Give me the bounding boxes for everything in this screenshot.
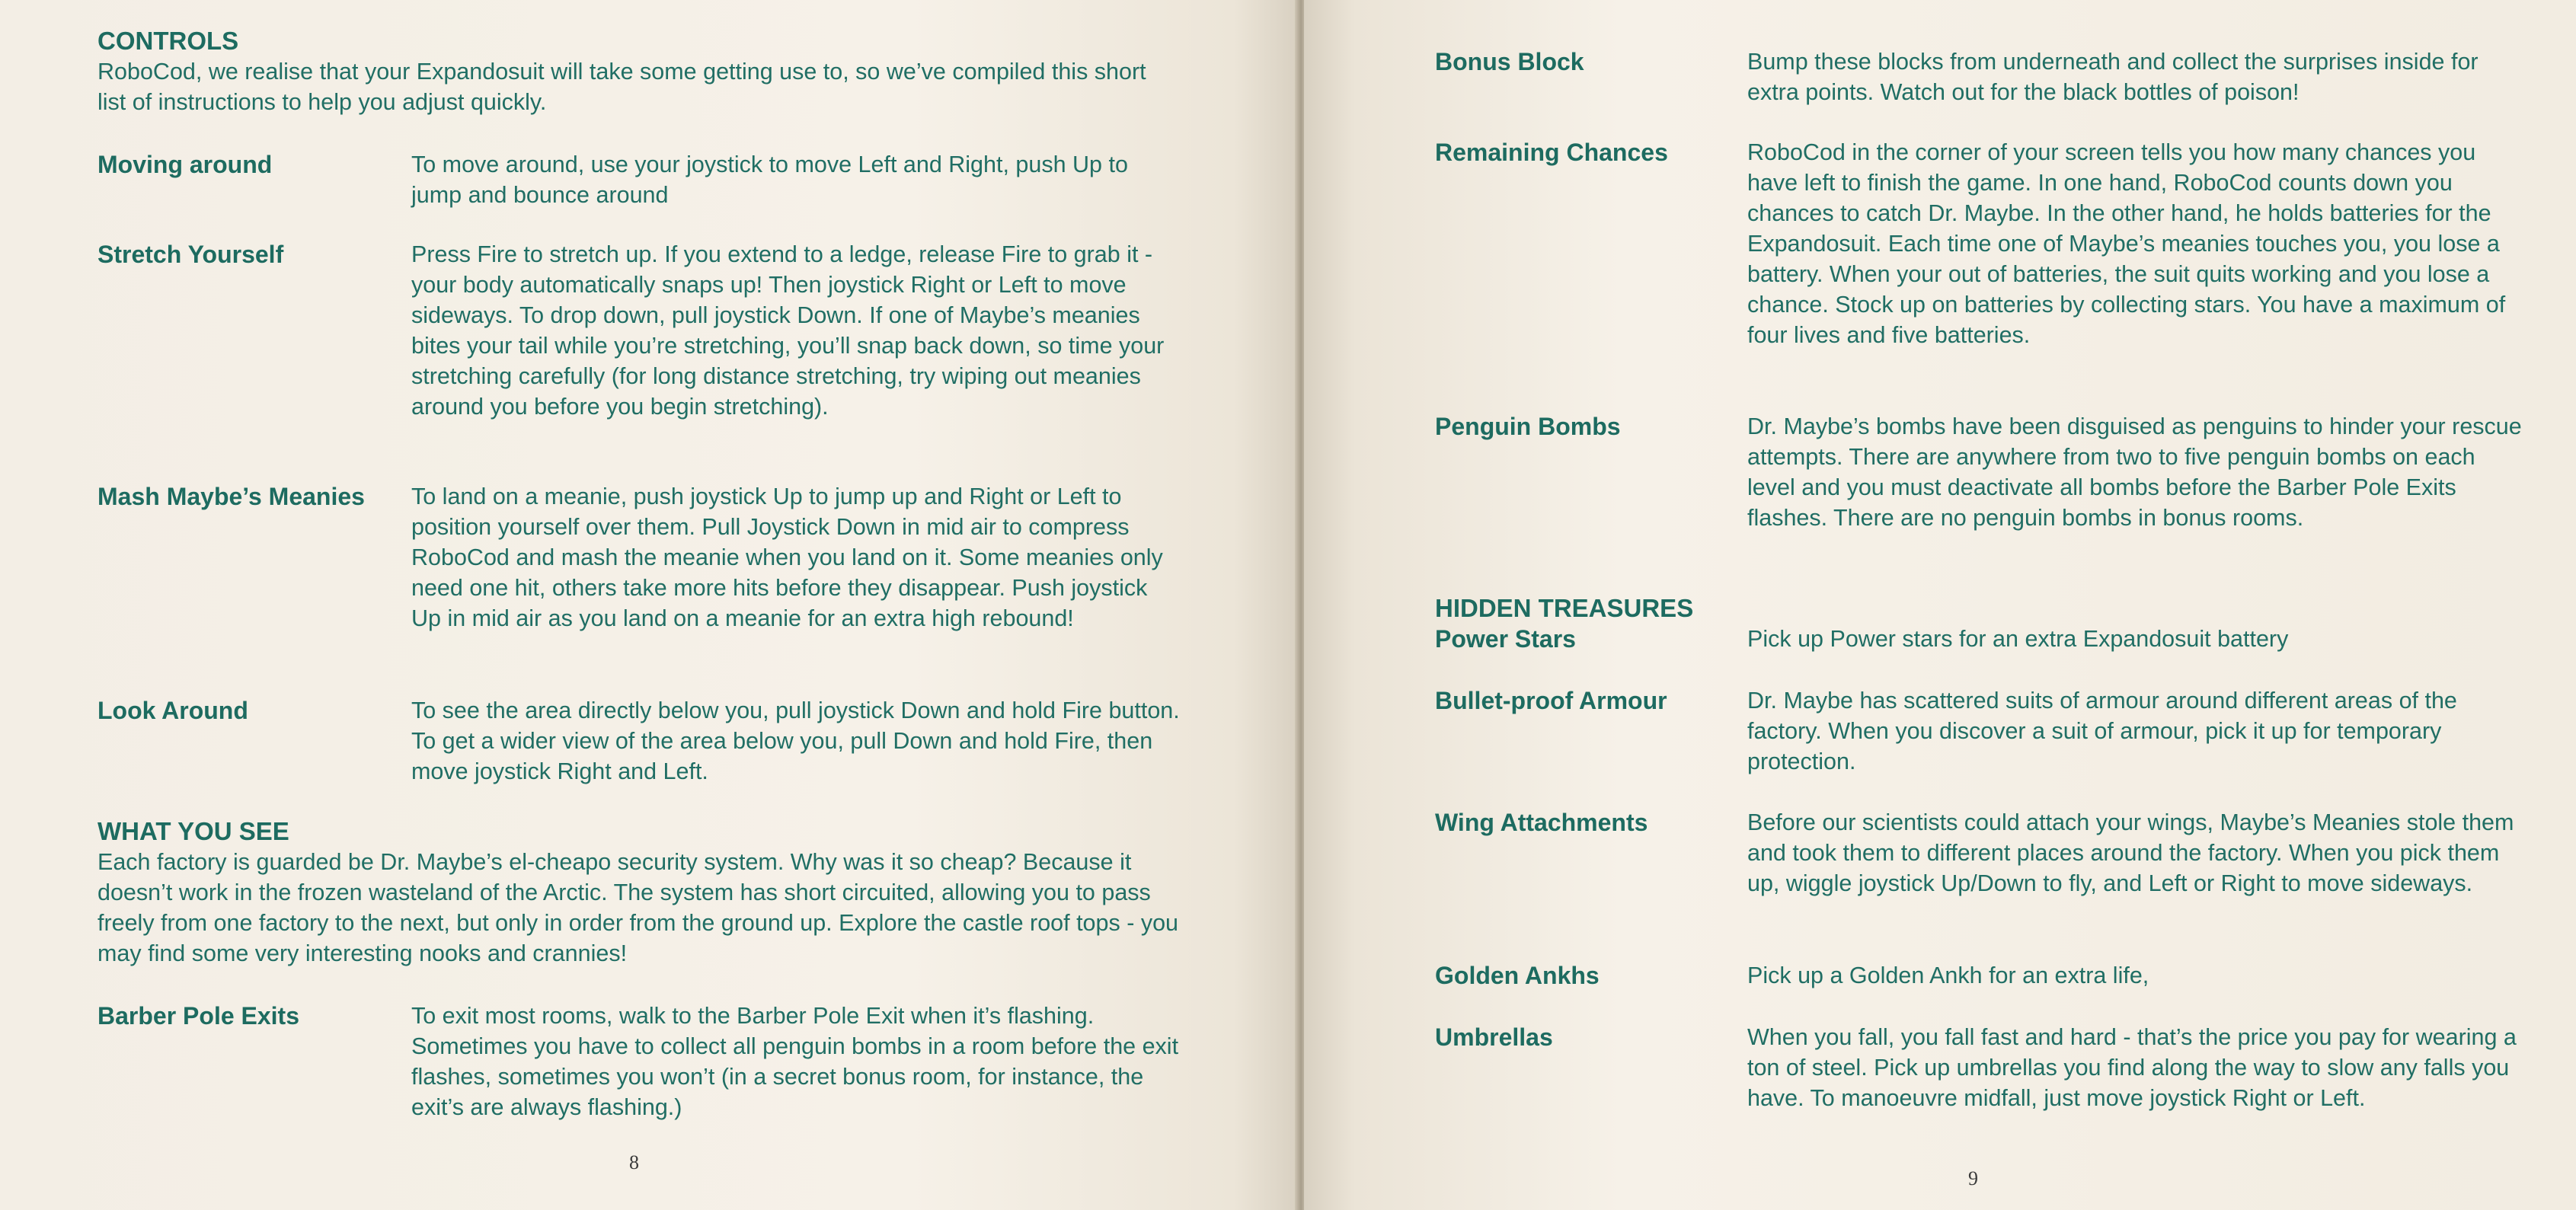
term-barber-pole-exits: Barber Pole Exits (97, 1002, 299, 1030)
term-moving-around: Moving around (97, 151, 273, 178)
hidden-treasures-heading: HIDDEN TREASURES (1435, 594, 1694, 622)
term-stretch-yourself: Stretch Yourself (97, 241, 284, 268)
term-power-stars: Power Stars (1435, 625, 1576, 653)
desc-remaining-chances: RoboCod in the corner of your screen tells you how many chances you have left to finish the game. In one hand, RoboCod counts down you chances to catch Dr. Maybe. In the other hand, he holds batteries for the Expandosuit. Each time one of Maybe’s meanies touches you, you lose a battery. When your out of batteries, the suit quits working and you lose a chance. Stock up on batteries by collecting stars. You have a maximum of four lives and five batteries. (1747, 139, 2506, 348)
what-you-see-heading: WHAT YOU SEE (97, 817, 289, 845)
desc-bonus-block: Bump these blocks from underneath and collect the surprises inside for extra points. Watch out for the black bottles of poison! (1747, 49, 2479, 105)
desc-umbrellas: When you fall, you fall fast and hard - that’s the price you pay for wearing a ton of steel. Pick up umbrellas you find along the way to slow any falls you have. To manoeuvre midfall, just move joystick Right or Left. (1747, 1024, 2517, 1111)
term-penguin-bombs: Penguin Bombs (1435, 413, 1621, 440)
desc-mash-meanies: To land on a meanie, push joystick Up to jump up and Right or Left to position yourself over them. Pull Joystick Down in mid air to compress RoboCod and mash the meanie when you land on it. Some meanies only need one hit, others take more hits before they disappear. Push joystick Up in mid air as you land on a meanie for an extra high rebound! (411, 484, 1163, 631)
term-mash-meanies: Mash Maybe’s Meanies (97, 483, 365, 510)
desc-bullet-proof-armour: Dr. Maybe has scattered suits of armour around different areas of the factory. When you discover a suit of armour, pick it up for temporary protection. (1747, 688, 2457, 774)
term-golden-ankhs: Golden Ankhs (1435, 962, 1600, 989)
desc-power-stars: Pick up Power stars for an extra Expandosuit battery (1747, 626, 2289, 652)
page-number-right: 9 (1968, 1167, 1978, 1189)
desc-stretch-yourself: Press Fire to stretch up. If you extend to a ledge, release Fire to grab it - your body automatically snaps up! Then joystick Right or Left to move sideways. To drop down, pull joystick Down. If one of Maybe’s meanies bites your tail while you’re stretching, you’ll snap back down, so time your stretching carefully (for long distance stretching, try wiping out meanies around you before you begin stretching). (411, 241, 1165, 420)
controls-heading: CONTROLS (97, 27, 239, 55)
term-bonus-block: Bonus Block (1435, 48, 1584, 75)
desc-look-around: To see the area directly below you, pull joystick Down and hold Fire button. To get a wider view of the area below you, pull Down and hold Fire, then move joystick Right and Left. (411, 698, 1180, 784)
right-page (1304, 0, 2576, 1210)
term-remaining-chances: Remaining Chances (1435, 139, 1668, 166)
desc-moving-around: To move around, use your joystick to move Left and Right, push Up to jump and bounce around (411, 152, 1128, 208)
controls-intro: RoboCod, we realise that your Expandosuit will take some getting use to, so we’ve compiled this short list of instructions to help you adjust quickly. (97, 59, 1146, 115)
desc-penguin-bombs: Dr. Maybe’s bombs have been disguised as penguins to hinder your rescue attempts. There are anywhere from two to five penguin bombs on each level and you must deactivate all bombs before the Barber Pole Exits flashes. There are no penguin bombs in bonus rooms. (1747, 413, 2522, 531)
what-you-see-intro: Each factory is guarded be Dr. Maybe’s el-cheapo security system. Why was it so cheap? Because it doesn’t work in the frozen wasteland of the Arctic. The system has short circuited, allowing you to pass freely from one factory to the next, but only in order from the ground up. Explore the castle roof tops - you may find some very interesting nooks and crannies! (97, 849, 1178, 966)
desc-barber-pole-exits: To exit most rooms, walk to the Barber Pole Exit when it’s flashing. Sometimes you have to collect all penguin bombs in a room before the exit flashes, sometimes you won’t (in a secret bonus room, for instance, the exit’s are always flashing.) (411, 1003, 1179, 1120)
term-bullet-proof-armour: Bullet-proof Armour (1435, 687, 1667, 714)
desc-golden-ankhs: Pick up a Golden Ankh for an extra life, (1747, 963, 2149, 988)
term-wing-attachments: Wing Attachments (1435, 809, 1648, 836)
desc-wing-attachments: Before our scientists could attach your wings, Maybe’s Meanies stole them and took them to different places around the factory. When you pick them up, wiggle joystick Up/Down to fly, and Left or Right to move sideways. (1747, 809, 2514, 896)
page-number-left: 8 (629, 1151, 639, 1173)
term-umbrellas: Umbrellas (1435, 1023, 1553, 1051)
term-look-around: Look Around (97, 697, 248, 724)
